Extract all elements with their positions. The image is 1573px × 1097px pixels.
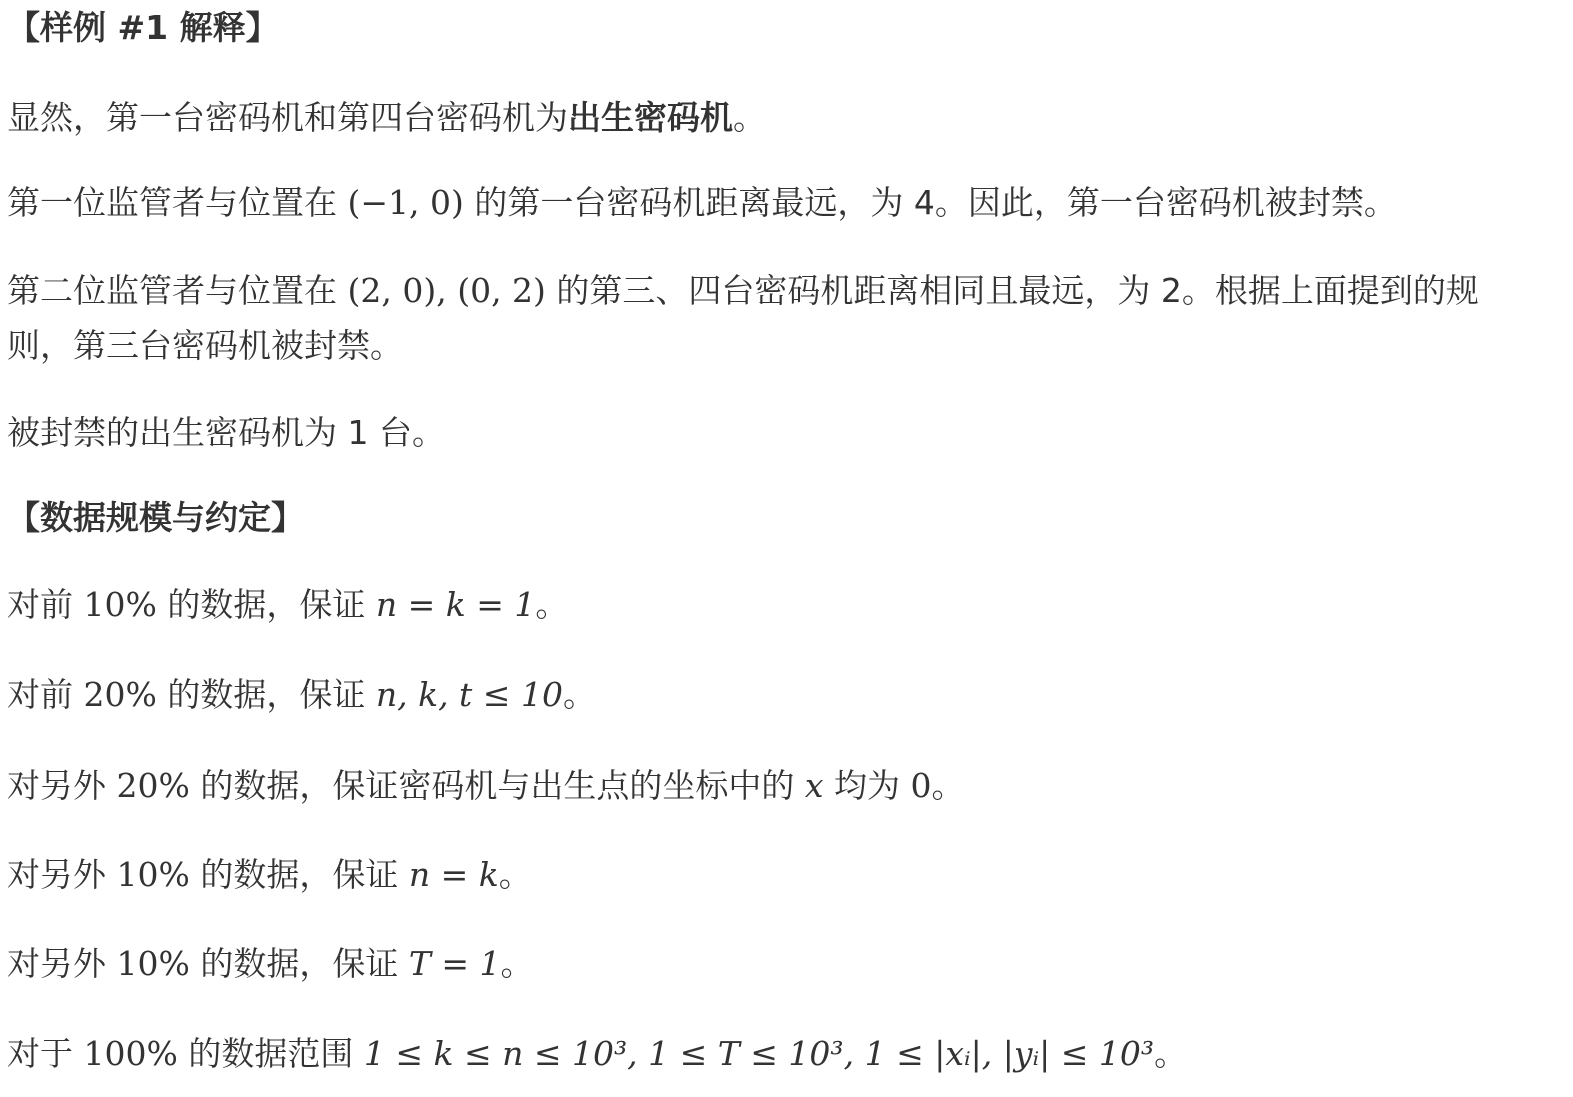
constraint-item [7, 764, 964, 808]
paragraph-second-hunter-cont: 则，第三台密码机被封禁。 [7, 326, 403, 365]
math-coordinates: (2, 0), (0, 2) [347, 271, 546, 310]
percent: 100% [83, 1034, 178, 1073]
section-heading-sample-explanation: 【样例 #1 解释】 [7, 8, 279, 47]
math-expression: 1 ≤ k ≤ n ≤ 10³, 1 ≤ T ≤ 10³, 1 ≤ |xᵢ|, |yᵢ| ≤ 10³ [363, 1034, 1155, 1073]
text: 的数据，保证密码机与出生点的坐标中的 [189, 766, 805, 805]
percent: 20% [83, 675, 157, 714]
math-expression: n = k [408, 855, 499, 894]
text: 的第一台密码机距离最远，为 4。因此，第一台密码机被封禁。 [463, 183, 1397, 222]
constraint-item [7, 853, 532, 897]
text: 。 [931, 766, 965, 805]
constraint-item [7, 673, 596, 717]
constraint-item [7, 942, 533, 986]
text: 。 [733, 98, 766, 137]
term-birth-cipher: 出生密码机 [568, 98, 733, 137]
text: 对前 [7, 585, 84, 624]
text: 的数据，保证 [156, 675, 376, 714]
text: 的第三、四台密码机距离相同且最远，为 2。根据上面提到的规 [545, 271, 1479, 310]
text: 。 [498, 855, 532, 894]
text: 显然，第一台密码机和第四台密码机为 [7, 98, 568, 137]
percent: 20% [116, 766, 190, 805]
text: 对于 [7, 1034, 84, 1073]
text: 对另外 [7, 944, 117, 983]
math-variable: x [804, 766, 824, 805]
percent: 10% [116, 855, 190, 894]
text: 的数据，保证 [189, 855, 409, 894]
text: 的数据范围 [177, 1034, 364, 1073]
section-heading-constraints: 【数据规模与约定】 [7, 498, 304, 537]
paragraph-banned-count: 被封禁的出生密码机为 1 台。 [7, 413, 445, 452]
math-expression: n, k, t ≤ 10 [375, 675, 563, 714]
text: 对另外 [7, 766, 117, 805]
math-value: 0 [910, 766, 932, 805]
percent: 10% [116, 944, 190, 983]
text: 对另外 [7, 855, 117, 894]
percent: 10% [83, 585, 157, 624]
constraint-item [7, 583, 568, 627]
math-coordinate: (−1, 0) [347, 183, 464, 222]
constraint-item [7, 1032, 1187, 1076]
text: 。 [1154, 1034, 1188, 1073]
text: 。 [500, 944, 534, 983]
text: 均为 [823, 766, 911, 805]
text: 第二位监管者与位置在 [7, 271, 348, 310]
paragraph-second-hunter [7, 269, 1479, 313]
text: 。 [535, 585, 569, 624]
text: 对前 [7, 675, 84, 714]
text: 第一位监管者与位置在 [7, 183, 348, 222]
text: 的数据，保证 [156, 585, 376, 624]
paragraph-birth-cipher [7, 96, 766, 140]
paragraph-first-hunter [7, 181, 1397, 225]
text: 。 [562, 675, 596, 714]
math-expression: n = k = 1 [375, 585, 536, 624]
math-expression: T = 1 [408, 944, 501, 983]
text: 的数据，保证 [189, 944, 409, 983]
